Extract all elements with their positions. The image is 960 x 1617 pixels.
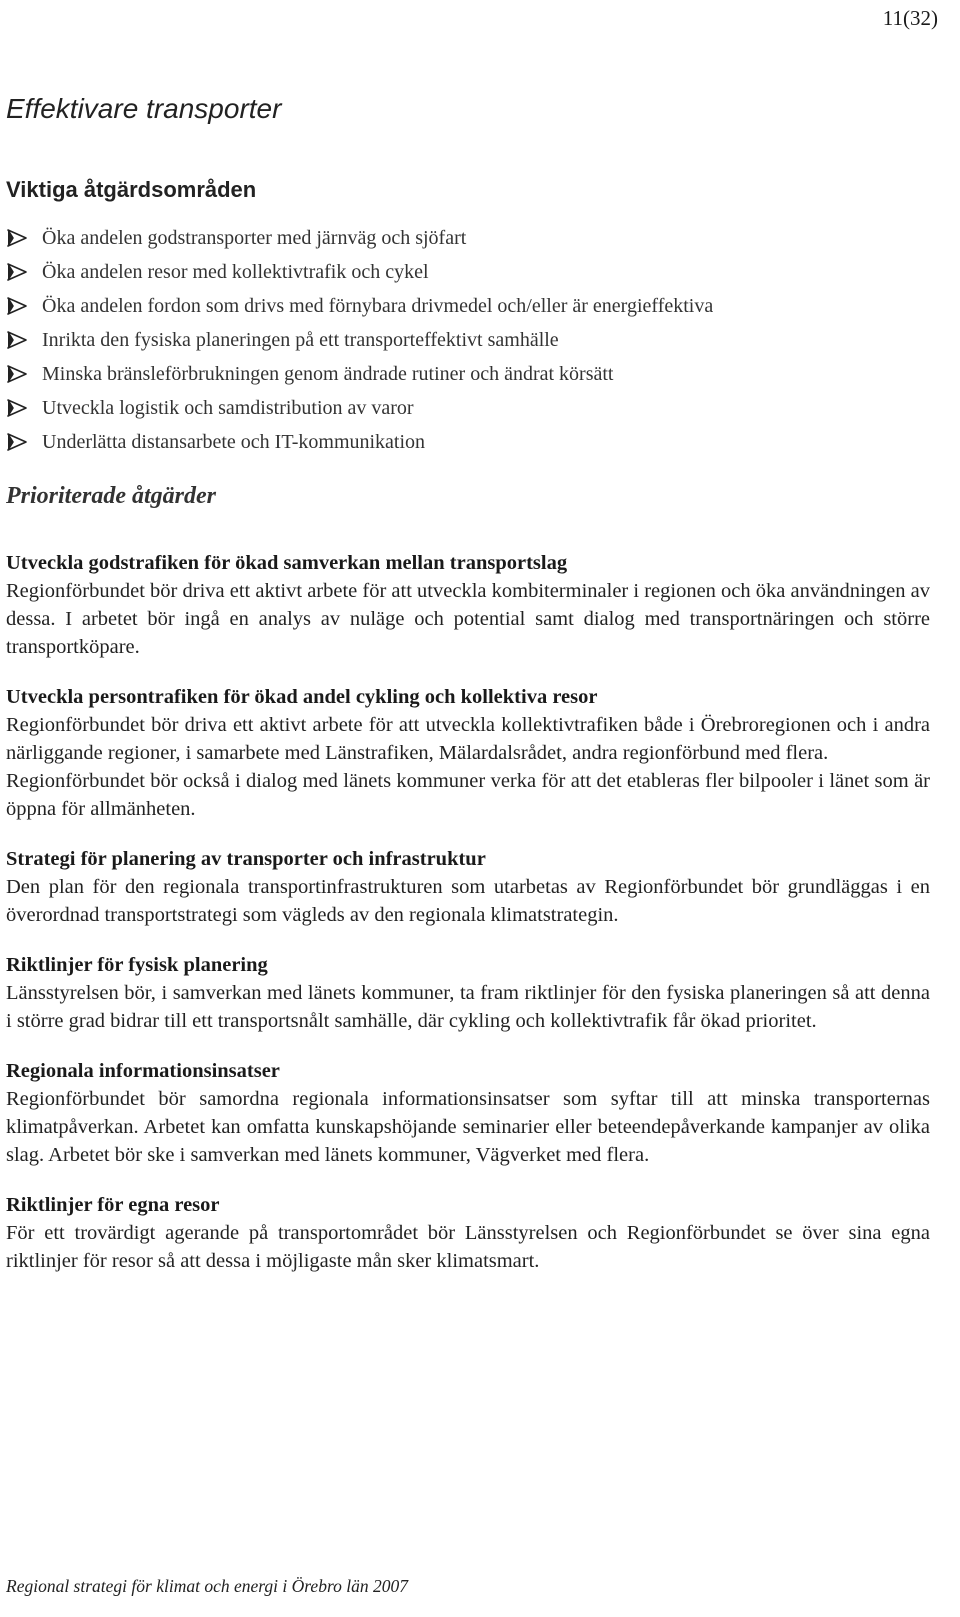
action-areas-list (6, 221, 936, 459)
list-item (6, 221, 936, 255)
list-item (6, 255, 936, 289)
arrowhead-bullet-icon (6, 262, 28, 282)
section-paragraph: Regionförbundet bör driva ett aktivt arbete för att utveckla kombiterminaler i regionen och öka användningen av dessa. I arbetet bör ingå en analys av nuläge och potential samt dialog med transportnäringen och större transportköpare. (6, 580, 930, 658)
list-item-text: Öka andelen fordon som drivs med förnybara drivmedel och/eller är energieffektiva (42, 294, 714, 317)
section-title: Strategi för planering av transporter och infrastruktur (6, 848, 486, 870)
priorities-content (6, 549, 930, 1297)
section-title: Riktlinjer för fysisk planering (6, 954, 268, 976)
list-item-text: Utveckla logistik och samdistribution av varor (42, 396, 414, 419)
section-paragraph: Länsstyrelsen bör, i samverkan med länets kommuner, ta fram riktlinjer för den fysiska planeringen så att denna i större grad bidrar till ett transportsnålt samhälle, där cykling och kollektivtrafik får ökad prioritet. (6, 982, 930, 1032)
arrowhead-bullet-icon (6, 398, 28, 418)
priorities-heading: Prioriterade åtgärder (6, 483, 216, 509)
page-footer: Regional strategi för klimat och energi i Örebro län 2007 (6, 1576, 408, 1596)
list-item-text: Öka andelen resor med kollektivtrafik och cykel (42, 260, 429, 283)
arrowhead-bullet-icon (6, 296, 28, 316)
arrowhead-bullet-icon (6, 432, 28, 452)
section-information-efforts (6, 1057, 930, 1169)
page-number: 11(32) (882, 6, 938, 30)
arrowhead-bullet-icon (6, 364, 28, 384)
section-goods-traffic (6, 549, 930, 661)
section-paragraph: För ett trovärdigt agerande på transportområdet bör Länsstyrelsen och Regionförbundet se över sina egna riktlinjer för resor så att dessa i möjligaste mån sker klimatsmart. (6, 1222, 930, 1272)
page-title: Effektivare transporter (6, 93, 282, 124)
section-paragraph: Den plan för den regionala transportinfrastrukturen som utarbetas av Regionförbundet bör grundläggas i en överordnad transportstrategi som vägleds av den regionala klimatstrategin. (6, 876, 930, 926)
arrowhead-bullet-icon (6, 228, 28, 248)
section-own-travel (6, 1191, 930, 1275)
list-item-text: Minska bränsleförbrukningen genom ändrade rutiner och ändrat körsätt (42, 362, 614, 385)
list-item (6, 289, 936, 323)
section-title: Utveckla persontrafiken för ökad andel cykling och kollektiva resor (6, 686, 598, 708)
arrowhead-bullet-icon (6, 330, 28, 350)
section-paragraph: Regionförbundet bör också i dialog med länets kommuner verka för att det etableras fler bilpooler i länet som är öppna för allmänheten. (6, 770, 930, 820)
section-paragraph: Regionförbundet bör samordna regionala informationsinsatser som syftar till att minska transporternas klimatpåverkan. Arbetet kan omfatta kunskapshöjande seminarier eller beteendepåverkande kampanjer av olika slag. Arbetet bör ske i samverkan med länets kommuner, Vägverket med flera. (6, 1088, 930, 1166)
list-item-text: Inrikta den fysiska planeringen på ett transporteffektivt samhälle (42, 328, 559, 351)
section-title: Utveckla godstrafiken för ökad samverkan mellan transportslag (6, 552, 568, 574)
list-item-text: Underlätta distansarbete och IT-kommunikation (42, 430, 426, 453)
section-physical-planning (6, 951, 930, 1035)
section-transport-strategy (6, 845, 930, 929)
list-item (6, 357, 936, 391)
section-title: Regionala informationsinsatser (6, 1060, 280, 1082)
list-item (6, 425, 936, 459)
areas-heading: Viktiga åtgärdsområden (6, 177, 257, 202)
section-title: Riktlinjer för egna resor (6, 1194, 220, 1216)
list-item-text: Öka andelen godstransporter med järnväg och sjöfart (42, 226, 467, 249)
section-paragraph: Regionförbundet bör driva ett aktivt arbete för att utveckla kollektivtrafiken både i Örebroregionen och i andra närliggande regioner, i samarbete med Länstrafiken, Mälardalsrådet, andra regionförbund med flera. (6, 714, 930, 764)
list-item (6, 391, 936, 425)
list-item (6, 323, 936, 357)
section-passenger-traffic (6, 683, 930, 823)
